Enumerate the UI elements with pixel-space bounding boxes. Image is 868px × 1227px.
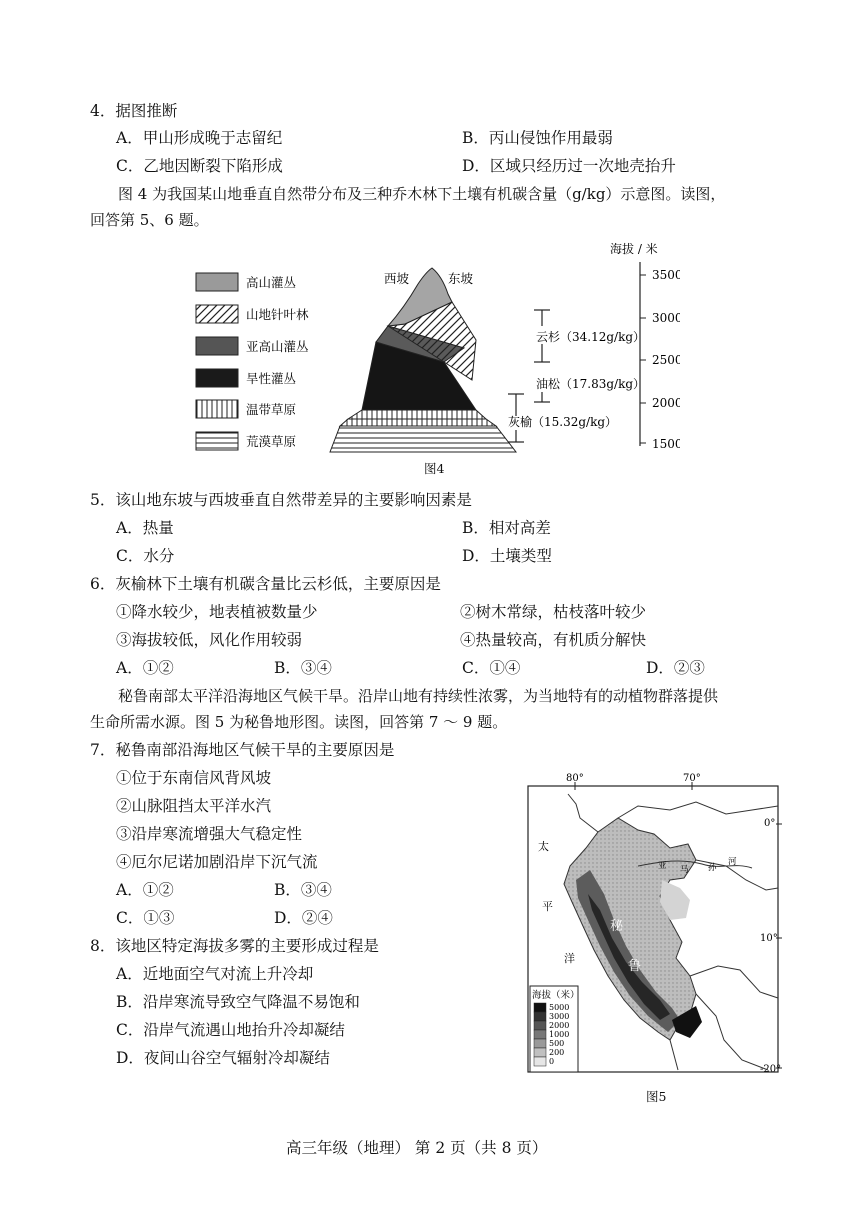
q8-option-d: D．夜间山谷空气辐射冷却凝结 — [116, 1049, 330, 1067]
country-char-2: 鲁 — [628, 959, 642, 974]
tick-1500: 1500 — [652, 437, 680, 451]
elm-label: 灰榆（15.32g/kg） — [508, 415, 618, 429]
q7-option-a: A．①② — [116, 881, 174, 899]
east-slope-label: 东坡 — [448, 271, 474, 286]
figure-4 — [190, 236, 680, 458]
q6-option-a: A．①② — [116, 659, 174, 677]
tick-2000: 2000 — [652, 396, 680, 410]
q8-option-c: C．沿岸气流遇山地抬升冷却凝结 — [116, 1021, 345, 1039]
lon-80-label: 80° — [566, 773, 584, 784]
legend-label-3: 亚高山灌丛 — [246, 339, 309, 354]
q7-item-4: ④厄尔尼诺加剧沿岸下沉气流 — [116, 853, 318, 871]
river-char-3: 孙 — [708, 863, 717, 873]
pine-label: 油松（17.83g/kg） — [536, 377, 646, 391]
map-legend-200: 200 — [549, 1048, 565, 1057]
legend-swatch-xeric — [196, 369, 238, 387]
map-legend-1000: 1000 — [549, 1030, 570, 1039]
legend-swatch-conifer — [196, 305, 238, 323]
q7-option-b: B．③④ — [274, 881, 332, 899]
q7-option-c: C．①③ — [116, 909, 175, 927]
intro-7-9-line2: 生命所需水源。图 5 为秘鲁地形图。读图，回答第 7 ～ 9 题。 — [90, 713, 508, 731]
tick-3000: 3000 — [652, 311, 680, 325]
question-5-stem: 5．该山地东坡与西坡垂直自然带差异的主要影响因素是 — [90, 491, 472, 509]
river-char-4: 河 — [728, 857, 737, 867]
q6-item-3: ③海拔较低，风化作用较弱 — [116, 631, 303, 649]
q8-option-a: A．近地面空气对流上升冷却 — [116, 965, 314, 983]
ocean-char-2: 平 — [542, 900, 553, 913]
figure-5-caption: 图5 — [646, 1089, 667, 1104]
legend-label-1: 高山灌丛 — [246, 275, 297, 290]
legend-label-5: 温带草原 — [246, 402, 297, 417]
page-footer: 高三年级（地理） 第 2 页（共 8 页） — [286, 1139, 548, 1157]
mountain-profile — [330, 268, 516, 452]
q7-item-1: ①位于东南信风背风坡 — [116, 769, 272, 787]
map-legend-3000: 3000 — [549, 1012, 570, 1021]
map-legend-500: 500 — [549, 1039, 565, 1048]
river-char-2: 马 — [680, 865, 689, 875]
tick-3500: 3500 — [652, 268, 680, 282]
lat-10-label: 10° — [760, 933, 778, 944]
lon-70-label: 70° — [683, 773, 701, 784]
q6-item-1: ①降水较少，地表植被数量少 — [116, 603, 318, 621]
river-char-1: 亚 — [658, 861, 667, 871]
map-legend-2000: 2000 — [549, 1021, 570, 1030]
q7-item-3: ③沿岸寒流增强大气稳定性 — [116, 825, 303, 843]
map-legend-5000: 5000 — [549, 1003, 570, 1012]
question-4-stem: 4．据图推断 — [90, 102, 178, 120]
q6-item-4: ④热量较高，有机质分解快 — [460, 631, 647, 649]
map-legend-title: 海拔（米） — [532, 990, 580, 1001]
question-7-stem: 7．秘鲁南部沿海地区气候干旱的主要原因是 — [90, 741, 395, 759]
q5-option-a: A．热量 — [116, 519, 174, 537]
question-6-stem: 6．灰榆林下土壤有机碳含量比云杉低，主要原因是 — [90, 575, 441, 593]
legend-swatch-alpine-shrub — [196, 273, 238, 291]
q4-option-d: D．区域只经历过一次地壳抬升 — [462, 157, 676, 175]
legend-swatch-desert-steppe — [196, 432, 238, 450]
q6-option-d: D．②③ — [646, 659, 705, 677]
question-8-stem: 8．该地区特定海拔多雾的主要形成过程是 — [90, 937, 379, 955]
tick-2500: 2500 — [652, 353, 680, 367]
q8-option-b: B．沿岸寒流导致空气降温不易饱和 — [116, 993, 360, 1011]
intro-5-6-line2: 回答第 5、6 题。 — [90, 211, 209, 229]
lat-0-label: 0° — [764, 818, 776, 829]
legend-swatch-subalpine — [196, 337, 238, 355]
q6-option-b: B．③④ — [274, 659, 332, 677]
q7-option-d: D．②④ — [274, 909, 333, 927]
q5-option-c: C．水分 — [116, 547, 175, 565]
figure-5-map — [520, 770, 800, 1085]
q5-option-b: B．相对高差 — [462, 519, 551, 537]
legend-label-4: 旱性灌丛 — [246, 371, 297, 386]
q5-option-d: D．土壤类型 — [462, 547, 552, 565]
spruce-label: 云杉（34.12g/kg） — [536, 330, 646, 344]
west-slope-label: 西坡 — [384, 271, 410, 286]
intro-7-9-line1: 秘鲁南部太平洋沿海地区气候干旱。沿岸山地有持续性浓雾，为当地特有的动植物群落提供 — [118, 687, 719, 705]
figure-4-caption: 图4 — [424, 461, 445, 476]
map-legend-0: 0 — [549, 1057, 555, 1066]
legend-label-6: 荒漠草原 — [246, 434, 297, 449]
q6-item-2: ②树木常绿，枯枝落叶较少 — [460, 603, 647, 621]
ocean-char-3: 洋 — [564, 952, 575, 965]
ocean-char-1: 太 — [538, 840, 549, 853]
q4-option-c: C．乙地因断裂下陷形成 — [116, 157, 283, 175]
q4-option-a: A．甲山形成晚于志留纪 — [116, 129, 283, 147]
country-char-1: 秘 — [610, 919, 624, 934]
lat-20-label: -20° — [760, 1064, 782, 1075]
q4-option-b: B．丙山侵蚀作用最弱 — [462, 129, 613, 147]
intro-5-6-line1: 图 4 为我国某山地垂直自然带分布及三种乔木林下土壤有机碳含量（g/kg）示意图。读图， — [118, 185, 726, 203]
map-legend-ramp — [534, 1003, 546, 1066]
legend-label-2: 山地针叶林 — [246, 307, 309, 322]
elevation-axis-title: 海拔 / 米 — [610, 242, 658, 256]
q7-item-2: ②山脉阻挡太平洋水汽 — [116, 797, 272, 815]
q6-option-c: C．①④ — [462, 659, 521, 677]
legend-swatch-temperate-steppe — [196, 400, 238, 418]
